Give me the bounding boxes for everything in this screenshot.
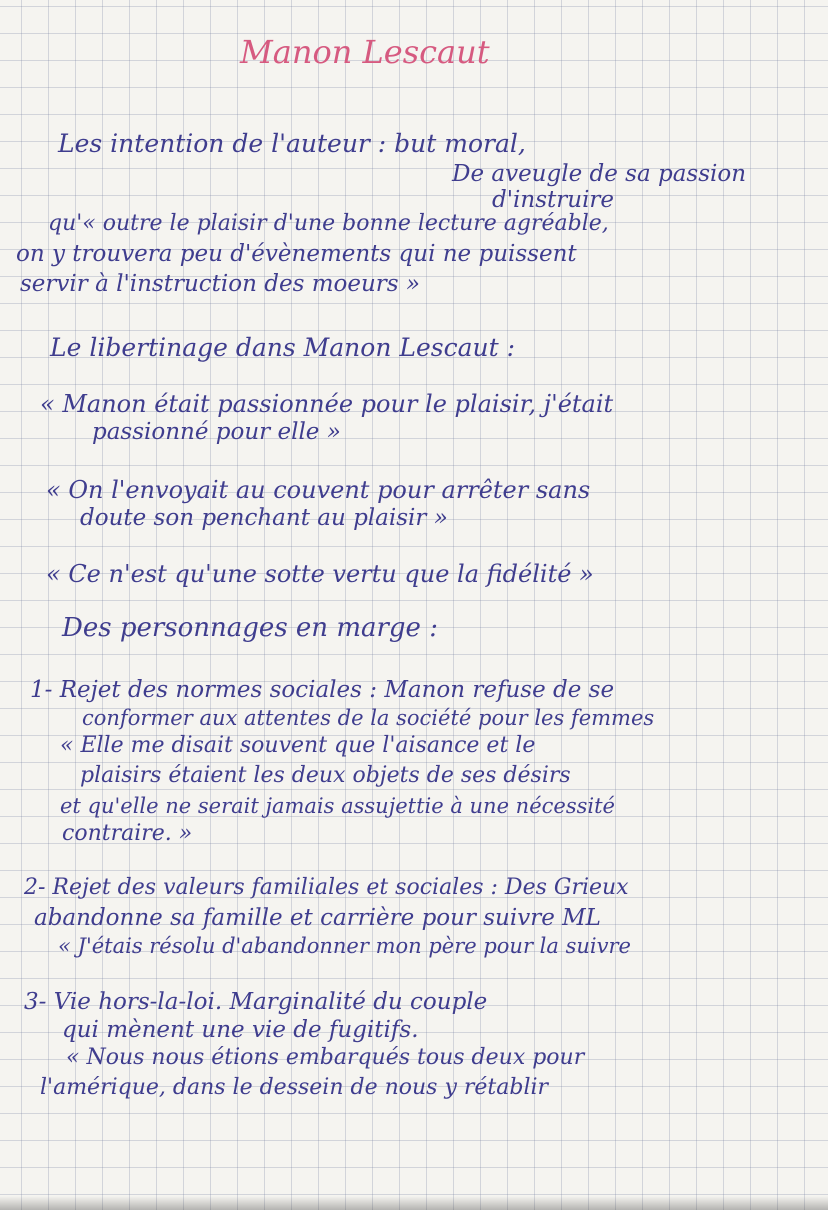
point-3-line-2: qui mènent une vie de fugitifs. <box>62 1017 419 1043</box>
intro-quote-line-1: qu'« outre le plaisir d'une bonne lecture agréable, <box>48 211 609 236</box>
point-1-quote-line-2: plaisirs étaient les deux objets de ses désirs <box>80 763 571 788</box>
intentions-line-3: d'instruire <box>492 187 615 213</box>
intro-quote-line-2: on y trouvera peu d'évènements qui ne puissent <box>16 241 577 267</box>
point-2-line-2: abandonne sa famille et carrière pour suivre ML <box>34 905 601 931</box>
page-title: Manon Lescaut <box>240 33 490 71</box>
intentions-line-2: De aveugle de sa passion <box>452 161 747 187</box>
point-1-quote-line-4: contraire. » <box>62 821 193 846</box>
page-bottom-shadow <box>0 1196 828 1210</box>
libertinage-quote-2-line-1: « On l'envoyait au couvent pour arrêter sans <box>46 476 591 504</box>
intro-quote-line-3: servir à l'instruction des moeurs » <box>20 271 420 297</box>
point-1-line-1: 1- Rejet des normes sociales : Manon refuse de se <box>30 677 615 703</box>
point-2-quote-line-1: « J'étais résolu d'abandonner mon père pour la suivre <box>58 934 631 958</box>
point-1-quote-line-3: et qu'elle ne serait jamais assujettie à une nécessité <box>60 794 615 818</box>
libertinage-quote-2-line-2: doute son penchant au plaisir » <box>80 505 448 531</box>
libertinage-quote-3: « Ce n'est qu'une sotte vertu que la fidélité » <box>46 560 594 588</box>
libertinage-heading: Le libertinage dans Manon Lescaut : <box>50 333 516 362</box>
point-1-quote-line-1: « Elle me disait souvent que l'aisance et le <box>60 733 536 758</box>
libertinage-quote-1-line-1: « Manon était passionnée pour le plaisir, j'était <box>40 390 614 418</box>
point-3-line-1: 3- Vie hors-la-loi. Marginalité du couple <box>24 989 488 1015</box>
personnages-heading: Des personnages en marge : <box>62 613 438 643</box>
point-3-quote-line-2: l'amérique, dans le dessein de nous y rétablir <box>40 1075 549 1100</box>
point-3-quote-line-1: « Nous nous étions embarqués tous deux pour <box>66 1045 585 1070</box>
intentions-line-1: Les intention de l'auteur : but moral, <box>58 129 526 158</box>
point-1-line-2: conformer aux attentes de la société pour les femmes <box>82 706 655 730</box>
point-2-line-1: 2- Rejet des valeurs familiales et sociales : Des Grieux <box>24 875 629 900</box>
libertinage-quote-1-line-2: passionné pour elle » <box>92 419 341 445</box>
